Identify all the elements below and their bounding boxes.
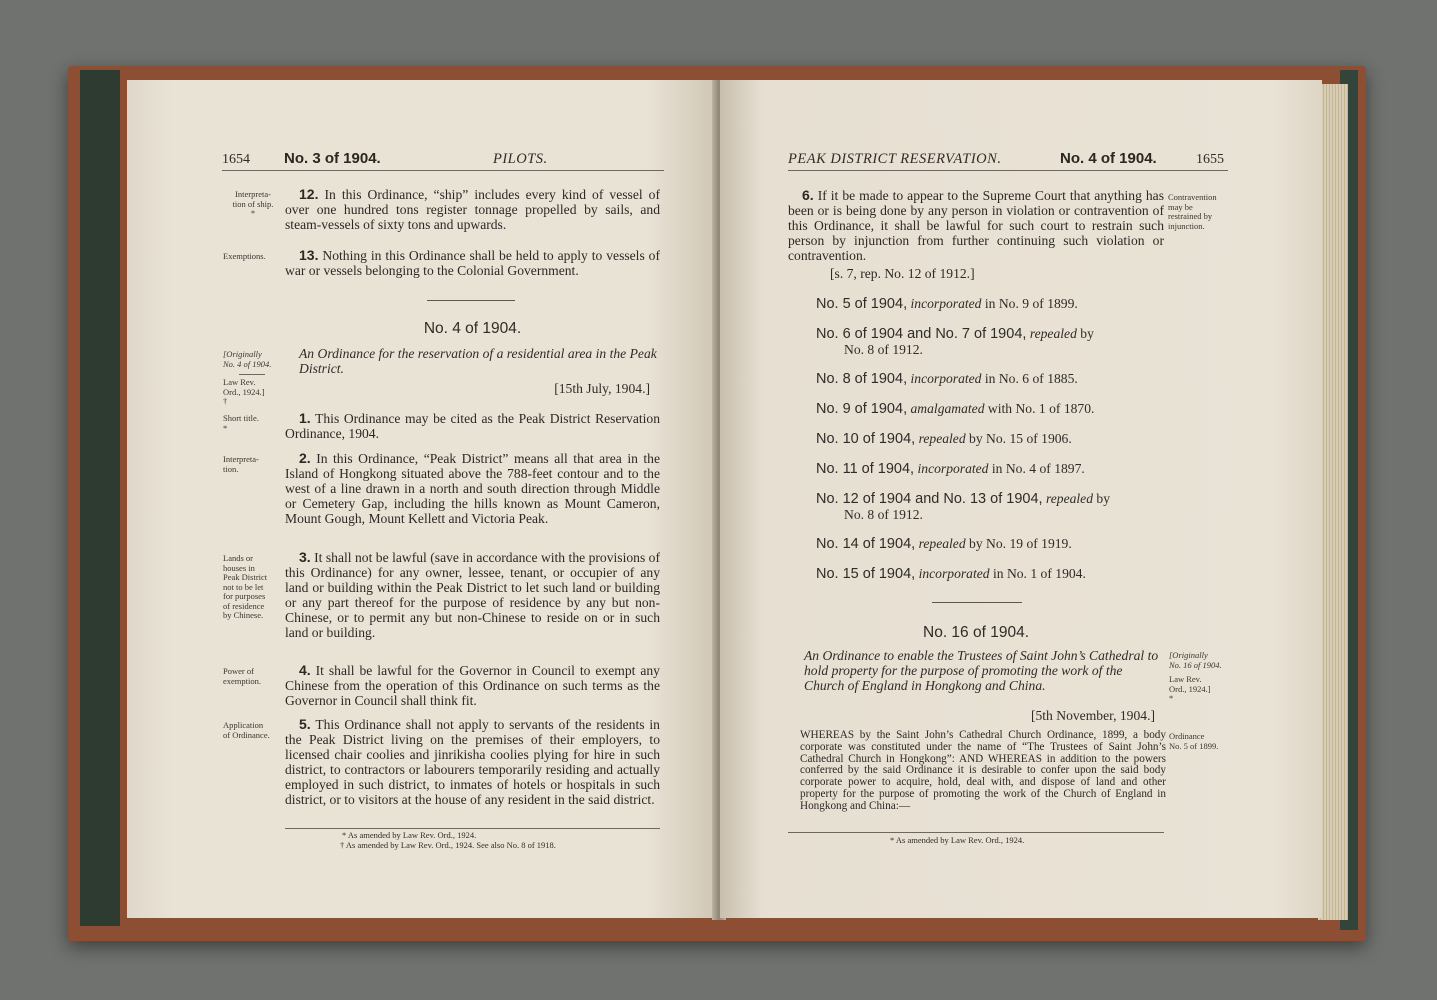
section-5 xyxy=(285,717,660,807)
ordinance-entry xyxy=(816,536,1176,552)
ordinance-entry xyxy=(816,371,1176,387)
section-text: Nothing in this Ordinance shall be held to apply to vessels of war or vessels belonging to the Colonial Government. xyxy=(285,248,660,278)
margin-rule xyxy=(239,374,265,375)
margin-note: Exemptions. xyxy=(223,251,266,261)
ordinance-number: No. 6 of 1904 and No. 7 of 1904, xyxy=(816,326,1027,342)
right-page-number: 1655 xyxy=(1196,152,1224,167)
long-title xyxy=(804,648,1166,693)
section-text: This Ordinance shall not apply to servants of the residents in the Peak District living on the premises of their employers, to licensed chair coolies and jinrikisha coolies plying for hire in such district, to contractors or labourers temporarily residing and actually employed in such district, to inmates of hotels or hospitals in such district, or to visitors at the house of any resident in the said district. xyxy=(285,717,660,807)
ordinance-entry xyxy=(816,326,1176,357)
ordinance-status: repealed xyxy=(1029,326,1077,341)
ordinance-number: No. 11 of 1904, xyxy=(816,461,915,477)
margin-note: [Originally No. 4 of 1904. xyxy=(223,349,272,369)
left-page xyxy=(127,80,717,918)
ordinance-rest: by No. 19 of 1919. xyxy=(969,536,1072,551)
ordinance-number: No. 5 of 1904, xyxy=(816,296,908,312)
preamble-text: WHEREAS by the Saint John’s Cathedral Church Ordinance, 1899, a body corporate was constituted under the name of “The Trustees of Saint John’s Cathedral Church in Hongkong”: AND WHEREAS in addition to the powers conferred by the said Ordinance it is desirable to confer upon the said body corporate power to acquire, hold, deal with, and dispose of land and other property for the purpose of promoting the work of the Church of England in Hongkong and China:— xyxy=(800,729,1166,812)
section-13 xyxy=(285,248,660,278)
preamble xyxy=(800,730,1166,813)
section-3 xyxy=(285,550,660,640)
ordinance-heading: No. 16 of 1904. xyxy=(923,624,1029,641)
left-header-rule xyxy=(222,170,664,171)
section-text: It shall be lawful for the Governor in Council to exempt any Chinese from the operation of this Ordinance on such terms as the Governor in Council shall think fit. xyxy=(285,663,660,708)
ordinance-continuation: No. 8 of 1912. xyxy=(844,507,923,522)
section-number: 13. xyxy=(299,247,319,263)
section-text: This Ordinance may be cited as the Peak District Reservation Ordinance, 1904. xyxy=(285,411,661,441)
ordinance-entry xyxy=(816,461,1176,477)
margin-note: Application of Ordinance. xyxy=(223,720,270,740)
section-number: 3. xyxy=(299,549,311,565)
section-number: 6. xyxy=(802,187,814,203)
right-running-title: PEAK DISTRICT RESERVATION. xyxy=(788,151,1002,167)
ordinance-status: incorporated xyxy=(910,371,982,386)
ordinance-number: No. 8 of 1904, xyxy=(816,371,908,387)
section-number: 5. xyxy=(299,716,311,732)
section-4 xyxy=(285,663,660,708)
section-1 xyxy=(285,411,660,441)
ordinance-list xyxy=(816,296,1176,596)
ordinance-status: incorporated xyxy=(917,461,989,476)
margin-note: Lands or houses in Peak District not to be let for purposes of residence by Chinese. xyxy=(223,553,268,620)
margin-note: Power of exemption. xyxy=(223,666,262,686)
ordinance-entry xyxy=(816,491,1176,522)
separator-rule xyxy=(427,300,515,301)
footnote-rule xyxy=(788,832,1164,833)
footnote: * As amended by Law Rev. Ord., 1924. xyxy=(890,835,1025,845)
ordinance-status: incorporated xyxy=(910,296,982,311)
right-header-rule xyxy=(788,170,1228,171)
margin-note: Interpreta- tion. xyxy=(223,454,259,474)
long-title xyxy=(299,346,661,376)
margin-note: Short title. * xyxy=(223,413,259,433)
assent-date: [5th November, 1904.] xyxy=(1030,708,1155,723)
separator-rule xyxy=(932,602,1022,603)
assent-date: [15th July, 1904.] xyxy=(554,381,650,396)
ordinance-rest: in No. 9 of 1899. xyxy=(984,296,1078,311)
section-number: 12. xyxy=(299,186,319,202)
footnote-rule xyxy=(285,828,660,829)
ordinance-rest: in No. 1 of 1904. xyxy=(992,566,1086,581)
footnote: * As amended by Law Rev. Ord., 1924. xyxy=(342,830,477,840)
margin-note: Law Rev. Ord., 1924.] * xyxy=(1169,674,1211,703)
ordinance-heading: No. 4 of 1904. xyxy=(423,320,522,337)
section-2 xyxy=(285,451,660,526)
ordinance-status: incorporated xyxy=(918,566,990,581)
right-page xyxy=(720,80,1322,918)
ordinance-status: repealed xyxy=(918,431,966,446)
ordinance-number: No. 15 of 1904, xyxy=(816,566,916,582)
section-number: 1. xyxy=(299,410,311,426)
left-ordinance-ref: No. 3 of 1904. xyxy=(284,150,381,167)
ordinance-rest: with No. 1 of 1870. xyxy=(987,401,1095,416)
right-ordinance-ref: No. 4 of 1904. xyxy=(1060,150,1157,167)
section-12 xyxy=(285,187,660,232)
section-text: In this Ordinance, “ship” includes every kind of vessel of over one hundred tons register tonnage propelled by sails, and steam-vessels of sixty tons and upwards. xyxy=(285,187,660,232)
ordinance-number: No. 14 of 1904, xyxy=(816,536,916,552)
margin-note: Law Rev. Ord., 1924.] † xyxy=(223,377,265,406)
ordinance-rest: by xyxy=(1080,326,1094,341)
ordinance-number: No. 10 of 1904, xyxy=(816,431,916,447)
ordinance-entry xyxy=(816,401,1176,417)
page-edges xyxy=(1318,84,1348,920)
repeal-note: [s. 7, rep. No. 12 of 1912.] xyxy=(830,266,975,281)
ordinance-continuation: No. 8 of 1912. xyxy=(844,342,923,357)
section-6 xyxy=(788,188,1164,263)
margin-note: Contravention may be restrained by injunction. xyxy=(1168,192,1217,231)
ordinance-entry xyxy=(816,566,1176,582)
ordinance-rest: in No. 6 of 1885. xyxy=(984,371,1078,386)
footnote: † As amended by Law Rev. Ord., 1924. See also No. 8 of 1918. xyxy=(340,840,556,850)
ordinance-rest: by xyxy=(1096,491,1111,506)
left-running-title: PILOTS. xyxy=(493,151,548,167)
section-text: In this Ordinance, “Peak District” means all that area in the Island of Hongkong situated above the 788-feet contour and to the west of a line drawn in a north and south direction through Middle or Cemetery Gap, including the hills known as Mount Cameron, Mount Gough, Mount Kellett and Victoria Peak. xyxy=(285,451,661,526)
ordinance-number: No. 12 of 1904 and No. 13 of 1904, xyxy=(816,491,1043,507)
section-number: 4. xyxy=(299,662,311,678)
section-text: It shall not be lawful (save in accordance with the provisions of this Ordinance) for any owner, lessee, tenant, or occupier of any land or building within the Peak District to let such land or building or any part thereof for the purpose of residence by any but non-Chinese, or to permit any but non-Chinese to reside on or in such land or building. xyxy=(285,550,661,640)
cover-cloth-left xyxy=(80,70,120,926)
margin-note: [Originally No. 16 of 1904. xyxy=(1169,650,1222,670)
margin-note: Interpreta- tion of ship. * xyxy=(232,189,274,218)
section-number: 2. xyxy=(299,450,311,466)
long-title-text: An Ordinance for the reservation of a residential area in the Peak District. xyxy=(299,346,657,376)
ordinance-status: repealed xyxy=(1045,491,1094,506)
ordinance-status: repealed xyxy=(918,536,966,551)
ordinance-rest: in No. 4 of 1897. xyxy=(991,461,1085,476)
section-text: If it be made to appear to the Supreme Court that anything has been or is being done by any person in violation or contravention of this Ordinance, it shall be lawful for such court to restrain such person by injunction from further continuing such violation or contravention. xyxy=(788,188,1164,263)
ordinance-rest: by No. 15 of 1906. xyxy=(969,431,1072,446)
ordinance-entry xyxy=(816,296,1176,312)
ordinance-entry xyxy=(816,431,1176,447)
left-page-number: 1654 xyxy=(222,152,250,167)
ordinance-number: No. 9 of 1904, xyxy=(816,401,908,417)
long-title-text: An Ordinance to enable the Trustees of Saint John’s Cathedral to hold property for the purpose of promoting the work of the Church of England in Hongkong and China. xyxy=(804,648,1159,693)
ordinance-status: amalgamated xyxy=(910,401,985,416)
margin-note: Ordinance No. 5 of 1899. xyxy=(1169,731,1219,751)
